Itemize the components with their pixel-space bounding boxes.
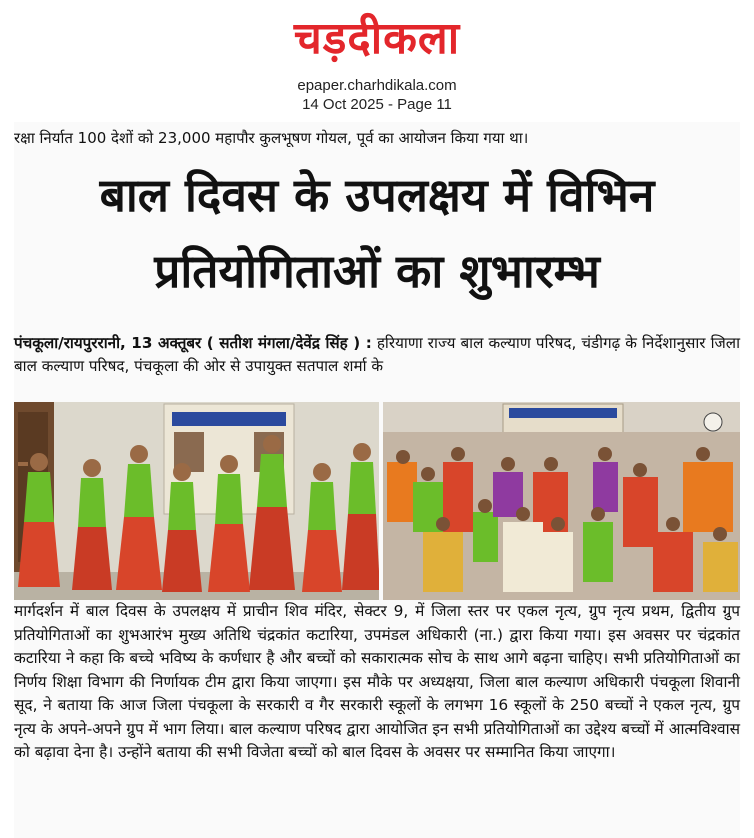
- headline-line-1: बाल दिवस के उपलक्षय में विभिन: [99, 168, 655, 222]
- group-photo-illustration: [383, 402, 740, 600]
- headline-line-2: प्रतियोगिताओं का शुभारम्भ: [154, 244, 600, 298]
- photo-group-participants: [383, 402, 740, 600]
- byline: पंचकूला/रायपुररानी, 13 अक्तूबर ( सतीश मंगला/देवेंद्र सिंह ) :: [14, 334, 372, 352]
- article-lead: [14, 332, 740, 378]
- newspaper-logo[interactable]: चड़दीकला: [293, 13, 461, 64]
- previous-article-fragment: रक्षा निर्यात 100 देशों को 23,000 महापौर कुलभूषण गोयल, पूर्व का आयोजन किया गया था।: [14, 129, 529, 147]
- photo-dance-performance: [14, 402, 379, 600]
- article-body: मार्गदर्शन में बाल दिवस के उपलक्षय में प्राचीन शिव मंदिर, सेक्टर 9, में जिला स्तर पर एकल नृत्य, ग्रुप नृत्य प्रथम, द्वितीय ग्रुप प्रतियोगिताओं का शुभआरंभ मुख्य अतिथि चंद्रकांत कटारिया, उपमंडल अधिकारी (ना.) द्वारा किया गया। इस अवसर पर चंद्रकांत कटारिया ने कहा कि बच्चे भविष्य के कर्णधार है और बच्चों को सकारात्मक सोच के साथ आगे बढ़ना चाहिए। सभी प्रतियोगिताओं का निर्णय शिक्षा विभाग की निर्णायक टीम द्वारा किया जाएगा। इस मौके पर अध्यक्षया, जिला बाल कल्याण अधिकारी पंचकूला शिवानी सूद, ने बताया कि आज जिला पंचकूला के सरकारी व गैर सरकारी स्कूलों के लगभग 16 स्कूलों के 250 बच्चों ने एकल नृत्य, ग्रुप नृत्य के अपने-अपने ग्रुप में भाग लिया। बाल कल्याण परिषद द्वारा आयोजित इन सभी प्रतियोगिताओं का उद्देश्य बच्चों में आत्मविश्वास को बढ़ावा देना है। उन्होंने बताया की सभी विजेता बच्चों को बाल दिवस के अवसर पर सम्मानित किया जाएगा।: [14, 602, 740, 761]
- dance-performance-illustration: [14, 402, 379, 600]
- news-clipping: [14, 122, 740, 838]
- masthead: [0, 0, 754, 118]
- site-url[interactable]: epaper.charhdikala.com: [297, 77, 457, 94]
- edition-dateline: 14 Oct 2025 - Page 11: [302, 96, 452, 113]
- lead-text: हरियाणा राज्य बाल कल्याण परिषद, चंडीगढ़ के निर्देशानुसार जिला बाल कल्याण परिषद, पंचकूला की ओर से उपायुक्त सतपाल शर्मा के: [14, 334, 740, 375]
